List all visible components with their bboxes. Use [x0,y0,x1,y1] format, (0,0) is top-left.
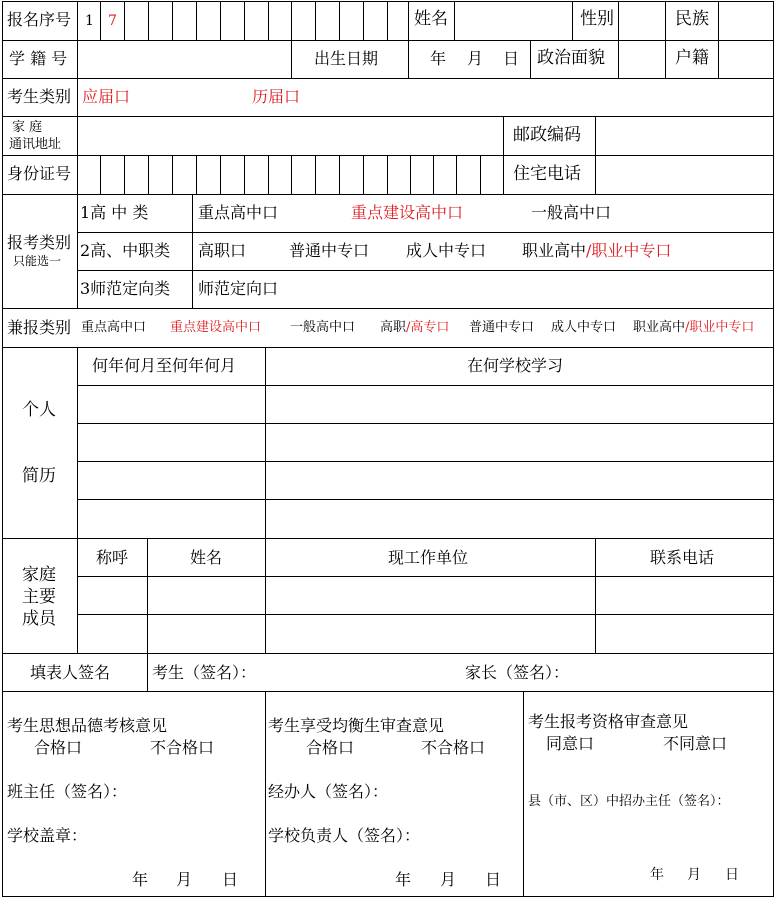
name-field[interactable] [455,2,572,40]
also-key-construction-checkbox[interactable]: 重点建设高中口 [170,320,262,335]
category-2-name: 2高、中职类 [80,241,171,260]
qualification-agree-checkbox[interactable]: 同意口 [546,734,595,753]
qualification-date-year: 年 [650,867,664,883]
resume-col-school: 在何学校学习 [467,356,564,375]
balance-date-month: 月 [440,870,457,889]
moral-date-month: 月 [176,870,193,889]
balance-pass-checkbox[interactable]: 合格口 [306,738,355,757]
also-vocational-college-checkbox[interactable] [380,321,449,334]
balance-date-day: 日 [485,870,502,889]
balance-review-title: 考生享受均衡生审查意见 [268,716,445,735]
teacher-directed-checkbox[interactable]: 师范定向口 [198,279,279,298]
vocational-secondary-red-text: /职业中专口 [586,241,672,260]
moral-fail-checkbox[interactable]: 不合格口 [150,738,215,757]
home-phone-label: 住宅电话 [513,164,581,184]
qualification-review-title: 考生报考资格审查意见 [528,712,689,731]
moral-pass-checkbox[interactable]: 合格口 [34,738,83,757]
school-seal-field[interactable]: 学校盖章： [7,826,88,845]
general-high-school-checkbox[interactable]: 一般高中口 [531,203,612,222]
balance-date-year: 年 [395,870,412,889]
seq-digit-1[interactable]: 1 [85,13,94,29]
also-adult-secondary-checkbox[interactable]: 成人中专口 [551,320,617,335]
also-apply-label: 兼报类别 [7,318,72,337]
address-field[interactable] [78,117,503,155]
id-number-label: 身份证号 [7,164,72,183]
gender-label: 性别 [580,9,614,29]
fresh-graduate-checkbox[interactable]: 应届口 [82,87,131,106]
apply-category-hint: 只能选一 [13,254,62,268]
name-label: 姓名 [414,9,448,29]
qualification-disagree-checkbox[interactable]: 不同意口 [663,734,728,753]
also-voc-secondary-red-text: /职业中专口 [685,320,755,335]
postcode-label: 邮政编码 [513,125,581,145]
key-construction-high-school-checkbox[interactable]: 重点建设高中口 [351,203,464,222]
category-1-name: 1高 中 类 [80,203,149,222]
student-id-field[interactable] [78,41,291,78]
moral-date-day: 日 [222,870,239,889]
ethnicity-label: 民族 [675,9,709,29]
qualification-date-month: 月 [687,867,701,883]
regular-secondary-school-checkbox[interactable]: 普通中专口 [289,241,370,260]
birth-month-label: 月 [467,49,484,68]
category-3-name: 3师范定向类 [80,279,171,298]
family-label-line3: 成员 [22,609,56,629]
head-teacher-signature-field[interactable]: 班主任（签名）： [7,782,128,801]
also-key-high-checkbox[interactable]: 重点高中口 [81,320,147,335]
also-vocational-high-checkbox[interactable] [633,321,754,334]
moral-date-year: 年 [132,870,149,889]
politics-label: 政治面貌 [537,48,605,68]
also-vocational-black-text: 高职 [380,320,407,335]
qualification-date-day: 日 [725,867,739,883]
family-col-relation: 称呼 [96,548,129,567]
hukou-label: 户籍 [675,48,709,68]
family-col-name: 姓名 [190,548,223,567]
resume-label-line1: 个人 [22,400,56,420]
balance-fail-checkbox[interactable]: 不合格口 [421,738,486,757]
address-label-line1: 家 庭 [12,120,43,135]
resume-col-period: 何年何月至何年何月 [92,356,237,375]
family-label-line1: 家庭 [22,565,56,585]
key-high-school-checkbox[interactable]: 重点高中口 [198,203,279,222]
previous-graduate-checkbox[interactable]: 历届口 [252,87,301,106]
home-phone-field[interactable] [596,156,773,194]
also-regular-secondary-checkbox[interactable]: 普通中专口 [469,320,535,335]
student-signature-field[interactable]: 考生（签名）： [152,663,257,682]
birth-day-label: 日 [503,49,520,68]
handler-signature-field[interactable]: 经办人（签名）： [268,782,389,801]
seq-label: 报名序号 [7,10,72,29]
postcode-field[interactable] [596,117,773,155]
apply-category-label: 报考类别 [7,233,72,252]
birth-date-label: 出生日期 [314,49,379,68]
vocational-college-checkbox[interactable]: 高职口 [198,241,247,260]
vocational-high-black-text: 职业高中 [522,241,587,260]
address-label-line2: 通讯地址 [9,137,62,152]
family-label-line2: 主要 [22,587,56,607]
birth-year-label: 年 [430,49,447,68]
family-col-work: 现工作单位 [388,548,469,567]
also-general-high-checkbox[interactable]: 一般高中口 [290,320,356,335]
seq-digit-2[interactable]: 7 [108,13,117,29]
also-voc-high-black-text: 职业高中 [633,320,686,335]
student-id-label: 学 籍 号 [9,49,68,68]
moral-review-title: 考生思想品德考核意见 [7,716,168,735]
vocational-high-school-checkbox[interactable] [522,243,671,259]
parent-signature-field[interactable]: 家长（签名）： [465,663,570,682]
principal-signature-field[interactable]: 学校负责人（签名）： [268,826,421,845]
student-type-label: 考生类别 [7,87,72,106]
resume-label-line2: 简历 [22,466,56,486]
adult-secondary-school-checkbox[interactable]: 成人中专口 [406,241,487,260]
filler-sign-label: 填表人签名 [30,663,111,682]
also-college-red-text: /高专口 [406,320,450,335]
county-director-signature-field[interactable]: 县（市、区）中招办主任（签名）： [528,794,730,809]
family-col-phone: 联系电话 [650,548,715,567]
